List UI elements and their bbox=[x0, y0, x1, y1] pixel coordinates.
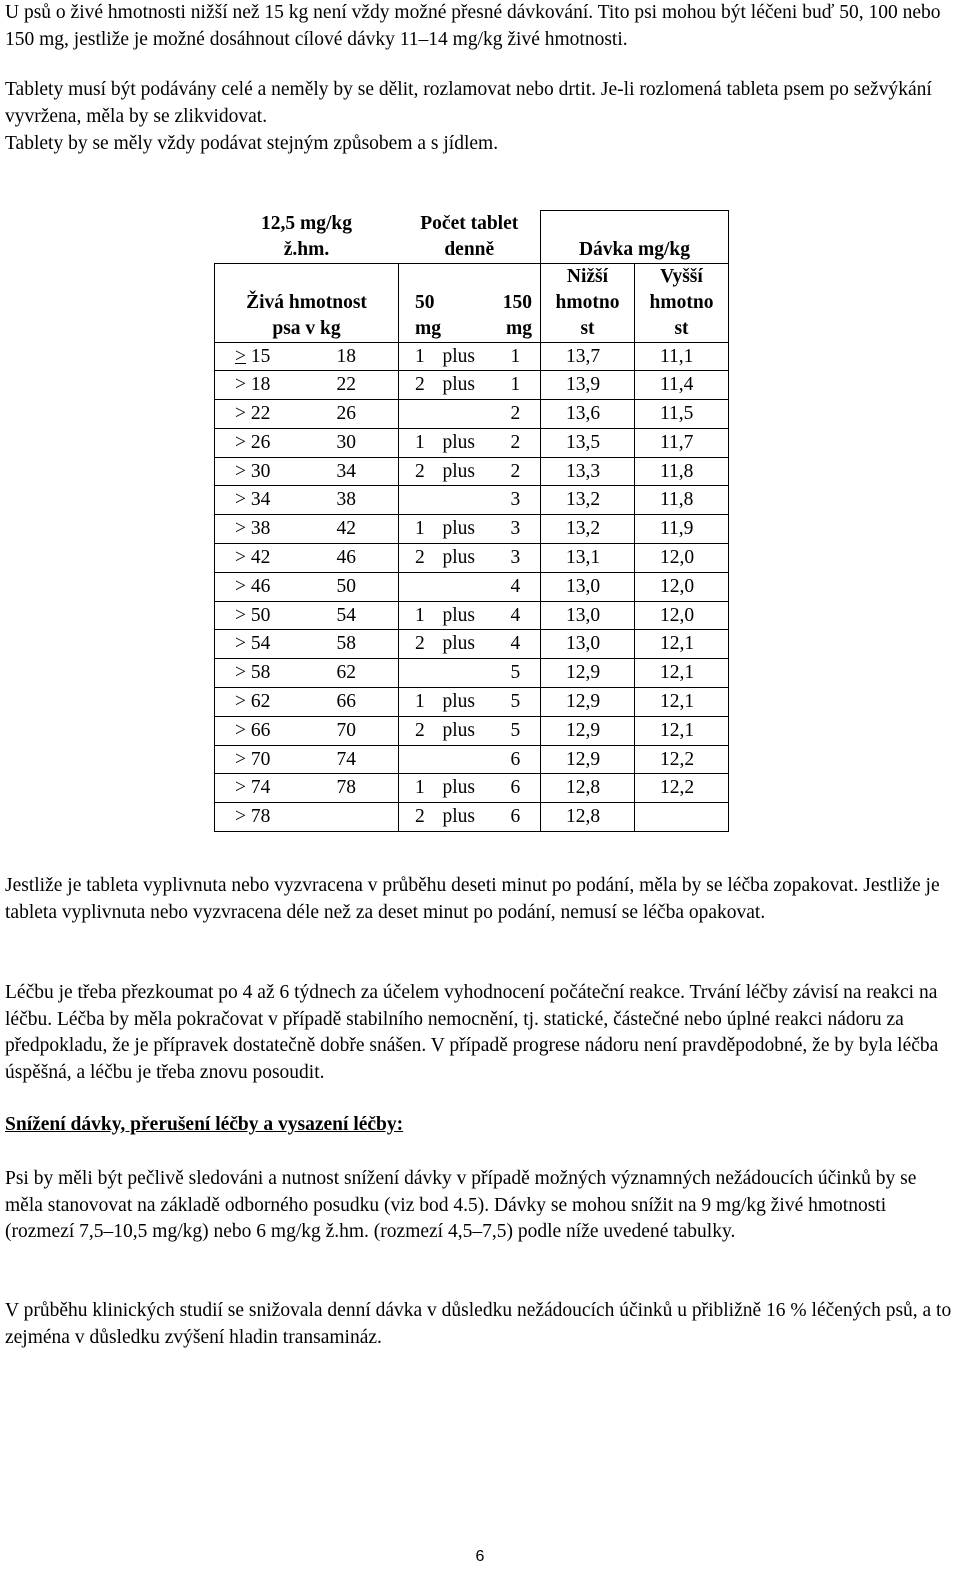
page-number: 6 bbox=[475, 1548, 485, 1565]
table-row bbox=[215, 803, 729, 832]
cell-dose-higher: 11,5 bbox=[635, 400, 729, 429]
cell-weight-to: 54 bbox=[307, 601, 399, 630]
cell-plus: plus bbox=[441, 774, 493, 803]
table-row bbox=[215, 601, 729, 630]
header-lower-weight bbox=[541, 263, 635, 342]
cell-dose-higher: 11,1 bbox=[635, 342, 729, 371]
cell-weight-from: > 34 bbox=[215, 486, 307, 515]
cell-weight-to: 50 bbox=[307, 572, 399, 601]
cell-weight-from: > 74 bbox=[215, 774, 307, 803]
cell-weight-to: 70 bbox=[307, 716, 399, 745]
header-dose-line1: 12,5 mg/kg bbox=[260, 212, 352, 234]
cell-dose-lower: 12,9 bbox=[541, 688, 635, 717]
cell-dose-higher: 12,0 bbox=[635, 601, 729, 630]
cell-dose-higher: 12,1 bbox=[635, 630, 729, 659]
table-row bbox=[215, 630, 729, 659]
cell-weight-to: 34 bbox=[307, 457, 399, 486]
table-header-row-1 bbox=[215, 211, 729, 264]
table-row bbox=[215, 659, 729, 688]
table-header-row-2 bbox=[215, 263, 729, 342]
cell-weight-from: > 46 bbox=[215, 572, 307, 601]
table-row bbox=[215, 400, 729, 429]
greater-equal-sign: > bbox=[235, 345, 246, 367]
cell-weight-to bbox=[307, 803, 399, 832]
header-lower-line2: hmotno bbox=[555, 291, 620, 313]
cell-tablets-50mg bbox=[399, 659, 441, 688]
cell-tablets-50mg: 1 bbox=[399, 774, 441, 803]
cell-dose-lower: 13,5 bbox=[541, 428, 635, 457]
table-row bbox=[215, 371, 729, 400]
cell-tablets-50mg bbox=[399, 745, 441, 774]
cell-weight-to: 42 bbox=[307, 515, 399, 544]
header-tablets-daily bbox=[399, 211, 541, 264]
cell-tablets-150mg: 5 bbox=[493, 688, 541, 717]
dosing-table bbox=[214, 210, 729, 832]
cell-weight-to: 74 bbox=[307, 745, 399, 774]
table-row bbox=[215, 342, 729, 371]
cell-dose-lower: 12,8 bbox=[541, 774, 635, 803]
section-heading-dose-reduction: Snížení dávky, přerušení léčby a vysazení léčby: bbox=[5, 1114, 404, 1135]
cell-tablets-150mg: 2 bbox=[493, 400, 541, 429]
cell-plus: plus bbox=[441, 630, 493, 659]
cell-weight-to: 58 bbox=[307, 630, 399, 659]
cell-weight-from: > 30 bbox=[215, 457, 307, 486]
cell-weight-to: 62 bbox=[307, 659, 399, 688]
header-higher-weight bbox=[635, 263, 729, 342]
cell-dose-lower: 13,2 bbox=[541, 515, 635, 544]
cell-weight-from: > 38 bbox=[215, 515, 307, 544]
table-row bbox=[215, 745, 729, 774]
cell-plus: plus bbox=[441, 428, 493, 457]
cell-dose-lower: 13,3 bbox=[541, 457, 635, 486]
cell-plus bbox=[441, 486, 493, 515]
cell-dose-lower: 12,9 bbox=[541, 659, 635, 688]
cell-tablets-50mg: 1 bbox=[399, 428, 441, 457]
cell-tablets-150mg: 2 bbox=[493, 457, 541, 486]
paragraph-clinical-studies: V průběhu klinických studií se snižovala denní dávka v důsledku nežádoucích účinků u přibližně 16 % léčených psů, a to zejména v důsledku zvýšení hladin transamináz. bbox=[5, 1300, 952, 1348]
table-row bbox=[215, 544, 729, 573]
header-higher-line3: st bbox=[674, 317, 689, 339]
table-row bbox=[215, 774, 729, 803]
cell-dose-higher: 12,1 bbox=[635, 688, 729, 717]
cell-tablets-150mg: 5 bbox=[493, 716, 541, 745]
cell-dose-lower: 13,7 bbox=[541, 342, 635, 371]
cell-weight-to: 30 bbox=[307, 428, 399, 457]
cell-tablets-150mg: 3 bbox=[493, 544, 541, 573]
header-50mg-line1: 50 bbox=[415, 291, 435, 313]
paragraph-tablets-with-food: Tablety by se měly vždy podávat stejným způsobem a s jídlem. bbox=[5, 133, 499, 154]
header-150mg-line2: mg bbox=[506, 317, 532, 339]
cell-dose-lower: 13,2 bbox=[541, 486, 635, 515]
cell-dose-higher: 11,7 bbox=[635, 428, 729, 457]
cell-dose-higher: 11,4 bbox=[635, 371, 729, 400]
paragraph-tablets-whole: Tablety musí být podávány celé a neměly by se dělit, rozlamovat nebo drtit. Je-li rozlomená tableta psem po sežvýkání vyvržena, měla by se zlikvidovat. bbox=[5, 79, 932, 127]
cell-weight-from: > 54 bbox=[215, 630, 307, 659]
table-row bbox=[215, 457, 729, 486]
cell-tablets-150mg: 6 bbox=[493, 774, 541, 803]
cell-plus: plus bbox=[441, 803, 493, 832]
cell-tablets-150mg: 1 bbox=[493, 342, 541, 371]
cell-dose-higher: 11,9 bbox=[635, 515, 729, 544]
cell-tablets-150mg: 4 bbox=[493, 572, 541, 601]
table-row bbox=[215, 486, 729, 515]
cell-tablets-150mg: 5 bbox=[493, 659, 541, 688]
cell-tablets-150mg: 1 bbox=[493, 371, 541, 400]
cell-tablets-150mg: 4 bbox=[493, 630, 541, 659]
header-150mg bbox=[493, 263, 541, 342]
cell-tablets-50mg: 2 bbox=[399, 371, 441, 400]
cell-dose-higher: 11,8 bbox=[635, 457, 729, 486]
cell-tablets-50mg: 1 bbox=[399, 342, 441, 371]
cell-dose-higher: 12,1 bbox=[635, 659, 729, 688]
cell-weight-to: 26 bbox=[307, 400, 399, 429]
table-row bbox=[215, 572, 729, 601]
cell-plus: plus bbox=[441, 457, 493, 486]
cell-plus bbox=[441, 400, 493, 429]
cell-tablets-150mg: 3 bbox=[493, 515, 541, 544]
cell-weight-from: > 62 bbox=[215, 688, 307, 717]
paragraph-small-dogs-dosing: U psů o živé hmotnosti nižší než 15 kg není vždy možné přesné dávkování. Tito psi mohou být léčeni buď 50, 100 nebo 150 mg, jestliže je možné dosáhnout cílové dávky 11–14 mg/kg živé hmotnosti. bbox=[5, 2, 941, 50]
cell-tablets-50mg: 2 bbox=[399, 630, 441, 659]
cell-weight-to: 78 bbox=[307, 774, 399, 803]
header-lower-line3: st bbox=[580, 317, 595, 339]
table-row bbox=[215, 688, 729, 717]
cell-tablets-50mg: 2 bbox=[399, 457, 441, 486]
header-higher-line1: Vyšší bbox=[660, 265, 703, 287]
cell-weight-to: 22 bbox=[307, 371, 399, 400]
cell-weight-to: 46 bbox=[307, 544, 399, 573]
cell-plus: plus bbox=[441, 716, 493, 745]
cell-weight-from: > 15 bbox=[215, 342, 307, 371]
header-dose-per-kg bbox=[215, 211, 399, 264]
cell-weight-from: > 70 bbox=[215, 745, 307, 774]
cell-weight-from: > 42 bbox=[215, 544, 307, 573]
cell-tablets-50mg: 2 bbox=[399, 716, 441, 745]
cell-dose-lower: 13,0 bbox=[541, 630, 635, 659]
cell-weight-to: 18 bbox=[307, 342, 399, 371]
table-row bbox=[215, 515, 729, 544]
paragraph-treatment-review: Léčbu je třeba přezkoumat po 4 až 6 týdnech za účelem vyhodnocení počáteční reakce. Trvání léčby závisí na reakci na léčbu. Léčba by měla pokračovat v případě stabilního nemocnění, tj. statické, částečné nebo úplné reakci nádoru za předpokladu, že je přípravek dostatečně dobře snášen. V případě progrese nádoru není pravděpodobné, že by byla léčba úspěšná, a léčbu je třeba znovu posoudit. bbox=[5, 982, 939, 1083]
cell-plus: plus bbox=[441, 342, 493, 371]
header-150mg-line1: 150 bbox=[502, 291, 532, 313]
cell-weight-to: 38 bbox=[307, 486, 399, 515]
cell-dose-lower: 13,9 bbox=[541, 371, 635, 400]
cell-plus bbox=[441, 745, 493, 774]
cell-dose-higher: 12,2 bbox=[635, 774, 729, 803]
header-50mg-line2: mg bbox=[415, 317, 441, 339]
paragraph-dose-reduction: Psi by měli být pečlivě sledováni a nutnost snížení dávky v případě možných významných nežádoucích účinků by se měla stanovovat na základě odborného posudku (viz bod 4.5). Dávky se mohou snížit na 9 mg/kg živé hmotnosti (rozmezí 7,5–10,5 mg/kg) nebo 6 mg/kg ž.hm. (rozmezí 4,5–7,5) podle níže uvedené tabulky. bbox=[5, 1168, 917, 1243]
cell-dose-higher: 12,1 bbox=[635, 716, 729, 745]
cell-tablets-50mg: 1 bbox=[399, 601, 441, 630]
cell-dose-higher: 12,2 bbox=[635, 745, 729, 774]
cell-weight-from: > 22 bbox=[215, 400, 307, 429]
cell-tablets-50mg: 2 bbox=[399, 544, 441, 573]
header-weight-line2: psa v kg bbox=[272, 317, 341, 339]
cell-tablets-50mg bbox=[399, 572, 441, 601]
cell-dose-higher: 11,8 bbox=[635, 486, 729, 515]
table-row bbox=[215, 716, 729, 745]
cell-plus: plus bbox=[441, 371, 493, 400]
cell-tablets-50mg bbox=[399, 486, 441, 515]
header-lower-line1: Nižší bbox=[566, 265, 609, 287]
cell-dose-lower: 12,8 bbox=[541, 803, 635, 832]
cell-dose-lower: 13,0 bbox=[541, 601, 635, 630]
cell-plus: plus bbox=[441, 601, 493, 630]
cell-weight-from: > 58 bbox=[215, 659, 307, 688]
cell-dose-higher bbox=[635, 803, 729, 832]
cell-dose-higher: 12,0 bbox=[635, 544, 729, 573]
cell-tablets-150mg: 6 bbox=[493, 803, 541, 832]
cell-plus bbox=[441, 572, 493, 601]
header-higher-line2: hmotno bbox=[649, 291, 714, 313]
header-tablets-line1: Počet tablet bbox=[420, 212, 519, 234]
header-weight bbox=[215, 263, 399, 342]
cell-weight-from: > 18 bbox=[215, 371, 307, 400]
cell-dose-lower: 13,1 bbox=[541, 544, 635, 573]
cell-weight-from: > 50 bbox=[215, 601, 307, 630]
cell-tablets-50mg bbox=[399, 400, 441, 429]
cell-dose-lower: 13,6 bbox=[541, 400, 635, 429]
cell-plus: plus bbox=[441, 688, 493, 717]
cell-tablets-150mg: 6 bbox=[493, 745, 541, 774]
cell-tablets-50mg: 1 bbox=[399, 688, 441, 717]
cell-weight-from: > 78 bbox=[215, 803, 307, 832]
cell-plus bbox=[441, 659, 493, 688]
table-row bbox=[215, 428, 729, 457]
header-dose-range: Dávka mg/kg bbox=[541, 211, 729, 264]
cell-dose-lower: 12,9 bbox=[541, 745, 635, 774]
cell-plus: plus bbox=[441, 544, 493, 573]
cell-dose-lower: 12,9 bbox=[541, 716, 635, 745]
header-50mg bbox=[399, 263, 493, 342]
cell-tablets-150mg: 3 bbox=[493, 486, 541, 515]
cell-weight-from: > 66 bbox=[215, 716, 307, 745]
cell-weight-to: 66 bbox=[307, 688, 399, 717]
cell-weight-from: > 26 bbox=[215, 428, 307, 457]
cell-dose-higher: 12,0 bbox=[635, 572, 729, 601]
cell-tablets-150mg: 4 bbox=[493, 601, 541, 630]
header-dose-line2: ž.hm. bbox=[283, 238, 330, 260]
cell-tablets-50mg: 2 bbox=[399, 803, 441, 832]
cell-tablets-50mg: 1 bbox=[399, 515, 441, 544]
header-weight-line1: Živá hmotnost bbox=[246, 291, 367, 313]
cell-dose-lower: 13,0 bbox=[541, 572, 635, 601]
paragraph-vomited-tablet: Jestliže je tableta vyplivnuta nebo vyzvracena v průběhu deseti minut po podání, měla by se léčba zopakovat. Jestliže je tableta vyplivnuta nebo vyzvracena déle než za deset minut po podání, nemusí se léčba opakovat. bbox=[5, 875, 940, 923]
header-tablets-line2: denně bbox=[444, 238, 495, 260]
cell-plus: plus bbox=[441, 515, 493, 544]
cell-tablets-150mg: 2 bbox=[493, 428, 541, 457]
